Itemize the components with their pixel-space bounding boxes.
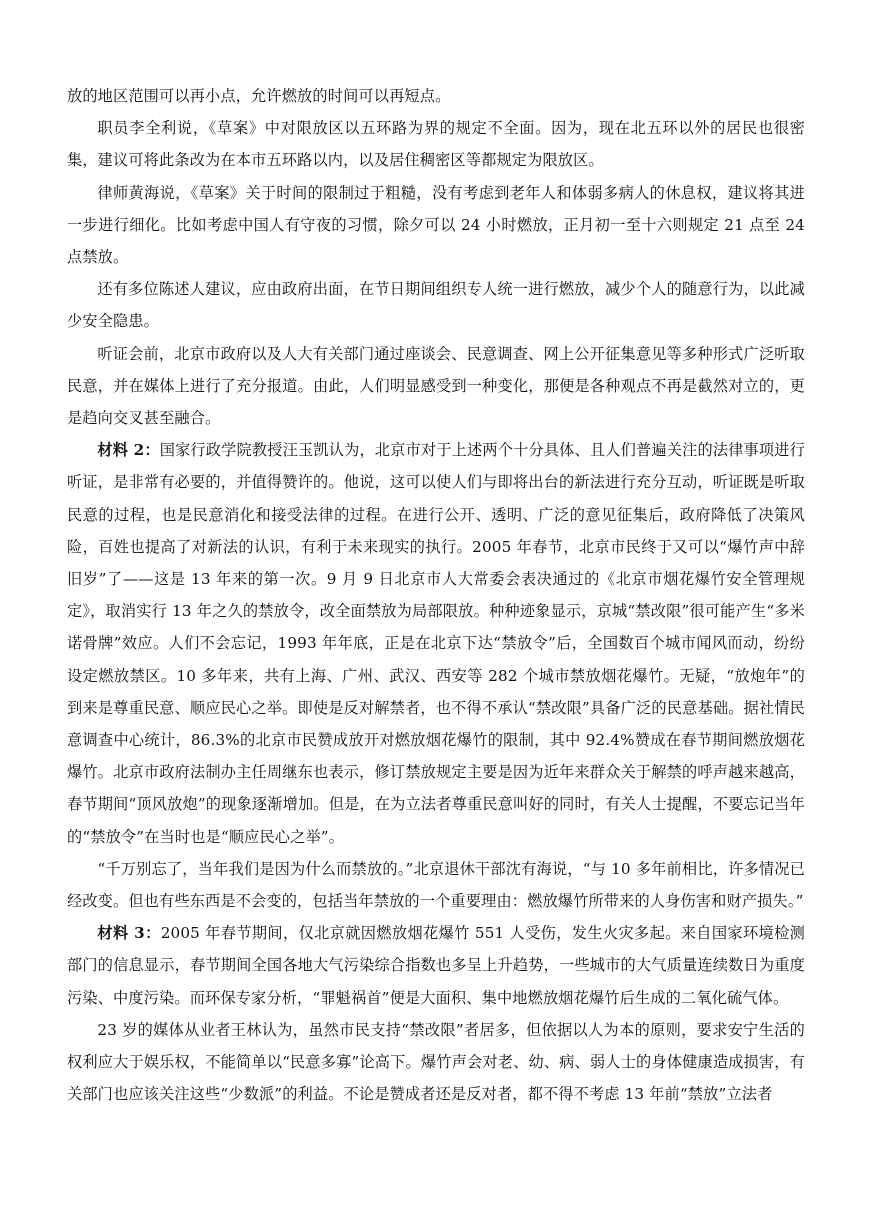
paragraph-text: 放的地区范围可以再小点，允许燃放的时间可以再短点。 bbox=[67, 87, 451, 105]
paragraph-huang-hai bbox=[67, 177, 805, 274]
paragraph-li-quanli bbox=[67, 112, 805, 176]
document-page bbox=[67, 80, 805, 1111]
paragraph-text: 律师黄海说，《草案》关于时间的限制过于粗糙，没有考虑到老年人和体弱多病人的休息权，建议将其进一步进行细化。比如考虑中国人有守夜的习惯，除夕可以 24 小时燃放，正月初一至十六则规定 21 点至 24 点禁放。 bbox=[67, 183, 805, 267]
material-2-label: 材料 2： bbox=[97, 441, 160, 460]
paragraph-continuation bbox=[67, 80, 805, 112]
paragraph-shen-youhai bbox=[67, 853, 805, 917]
paragraph-text: 国家行政学院教授汪玉凯认为，北京市对于上述两个十分具体、且人们普遍关注的法律事项进行听证，是非常有必要的，并值得赞许的。他说，这可以使人们与即将出台的新法进行充分互动，听证既是听取民意的过程，也是民意消化和接受法律的过程。在进行公开、透明、广泛的意见征集后，政府降低了决策风险，百姓也提高了对新法的认识，有利于未来现实的执行。2005 年春节，北京市民终于又可以“爆竹声中辞旧岁”了——这是 13 年来的第一次。9 月 9 日北京市人大常委会表决通过的《北京市烟花爆竹安全管理规定》，取消实行 13 年之久的禁放令，改全面禁放为局部限放。种种迹象显示，京城“禁改限”很可能产生“多米诺骨牌”效应。人们不会忘记，1993 年年底，正是在北京下达“禁放令”后，全国数百个城市闻风而动，纷纷设定燃放禁区。10 多年来，共有上海、广州、武汉、西安等 282 个城市禁放烟花爆竹。无疑，“放炮年”的到来是尊重民意、顺应民心之举。即使是反对解禁者，也不得不承认“禁改限”具备广泛的民意基础。据社情民意调查中心统计，86.3%的北京市民赞成放开对燃放烟花爆竹的限制，其中 92.4%赞成在春节期间燃放烟花爆竹。北京市政府法制办主任周继东也表示，修订禁放规定主要是因为近年来群众关于解禁的呼声越来越高，春节期间“顶风放炮”的现象逐渐增加。但是，在为立法者尊重民意叫好的同时，有关人士提醒，不要忘记当年的“禁放令”在当时也是“顺应民心之举”。 bbox=[67, 441, 805, 846]
paragraph-text: 23 岁的媒体从业者王林认为，虽然市民支持“禁改限”者居多，但依据以人为本的原则，要求安宁生活的权利应大于娱乐权，不能简单以“民意多寡”论高下。爆竹声会对老、幼、病、弱人士的身体健康造成损害，有关部门也应该关注这些“少数派”的利益。不论是赞成者还是反对者，都不得不考虑 13 年前“禁放”立法者 bbox=[67, 1020, 805, 1104]
paragraph-text: 2005 年春节期间，仅北京就因燃放烟花爆竹 551 人受伤，发生火灾多起。来自国家环境检测部门的信息显示，春节期间全国各地大气污染综合指数也多呈上升趋势，一些城市的大气质量连续数日为重度污染、中度污染。而环保专家分析，“罪魁祸首”便是大面积、集中地燃放烟花爆竹后生成的二氧化硫气体。 bbox=[67, 924, 805, 1007]
paragraph-text: 还有多位陈述人建议，应由政府出面，在节日期间组织专人统一进行燃放，减少个人的随意行为，以此减少安全隐患。 bbox=[67, 280, 805, 331]
paragraph-material-2 bbox=[67, 434, 805, 853]
paragraph-wang-lin bbox=[67, 1014, 805, 1111]
paragraph-text: 听证会前，北京市政府以及人大有关部门通过座谈会、民意调查、网上公开征集意见等多种形式广泛听取民意，并在媒体上进行了充分报道。由此，人们明显感受到一种变化，那便是各种观点不再是截然对立的，更是趋向交叉甚至融合。 bbox=[67, 344, 805, 428]
paragraph-material-3 bbox=[67, 917, 805, 1014]
material-3-label: 材料 3： bbox=[97, 924, 161, 943]
paragraph-text: “千万别忘了，当年我们是因为什么而禁放的。”北京退休干部沈有海说，“与 10 多年前相比，许多情况已经改变。但也有些东西是不会变的，包括当年禁放的一个重要理由：燃放爆竹所带来的人身伤害和财产损失。” bbox=[67, 859, 805, 911]
paragraph-text: 职员李全利说，《草案》中对限放区以五环路为界的规定不全面。因为，现在北五环以外的居民也很密集，建议可将此条改为在本市五环路以内，以及居住稠密区等都规定为限放区。 bbox=[67, 119, 805, 170]
paragraph-presenters bbox=[67, 273, 805, 337]
paragraph-hearing bbox=[67, 338, 805, 435]
